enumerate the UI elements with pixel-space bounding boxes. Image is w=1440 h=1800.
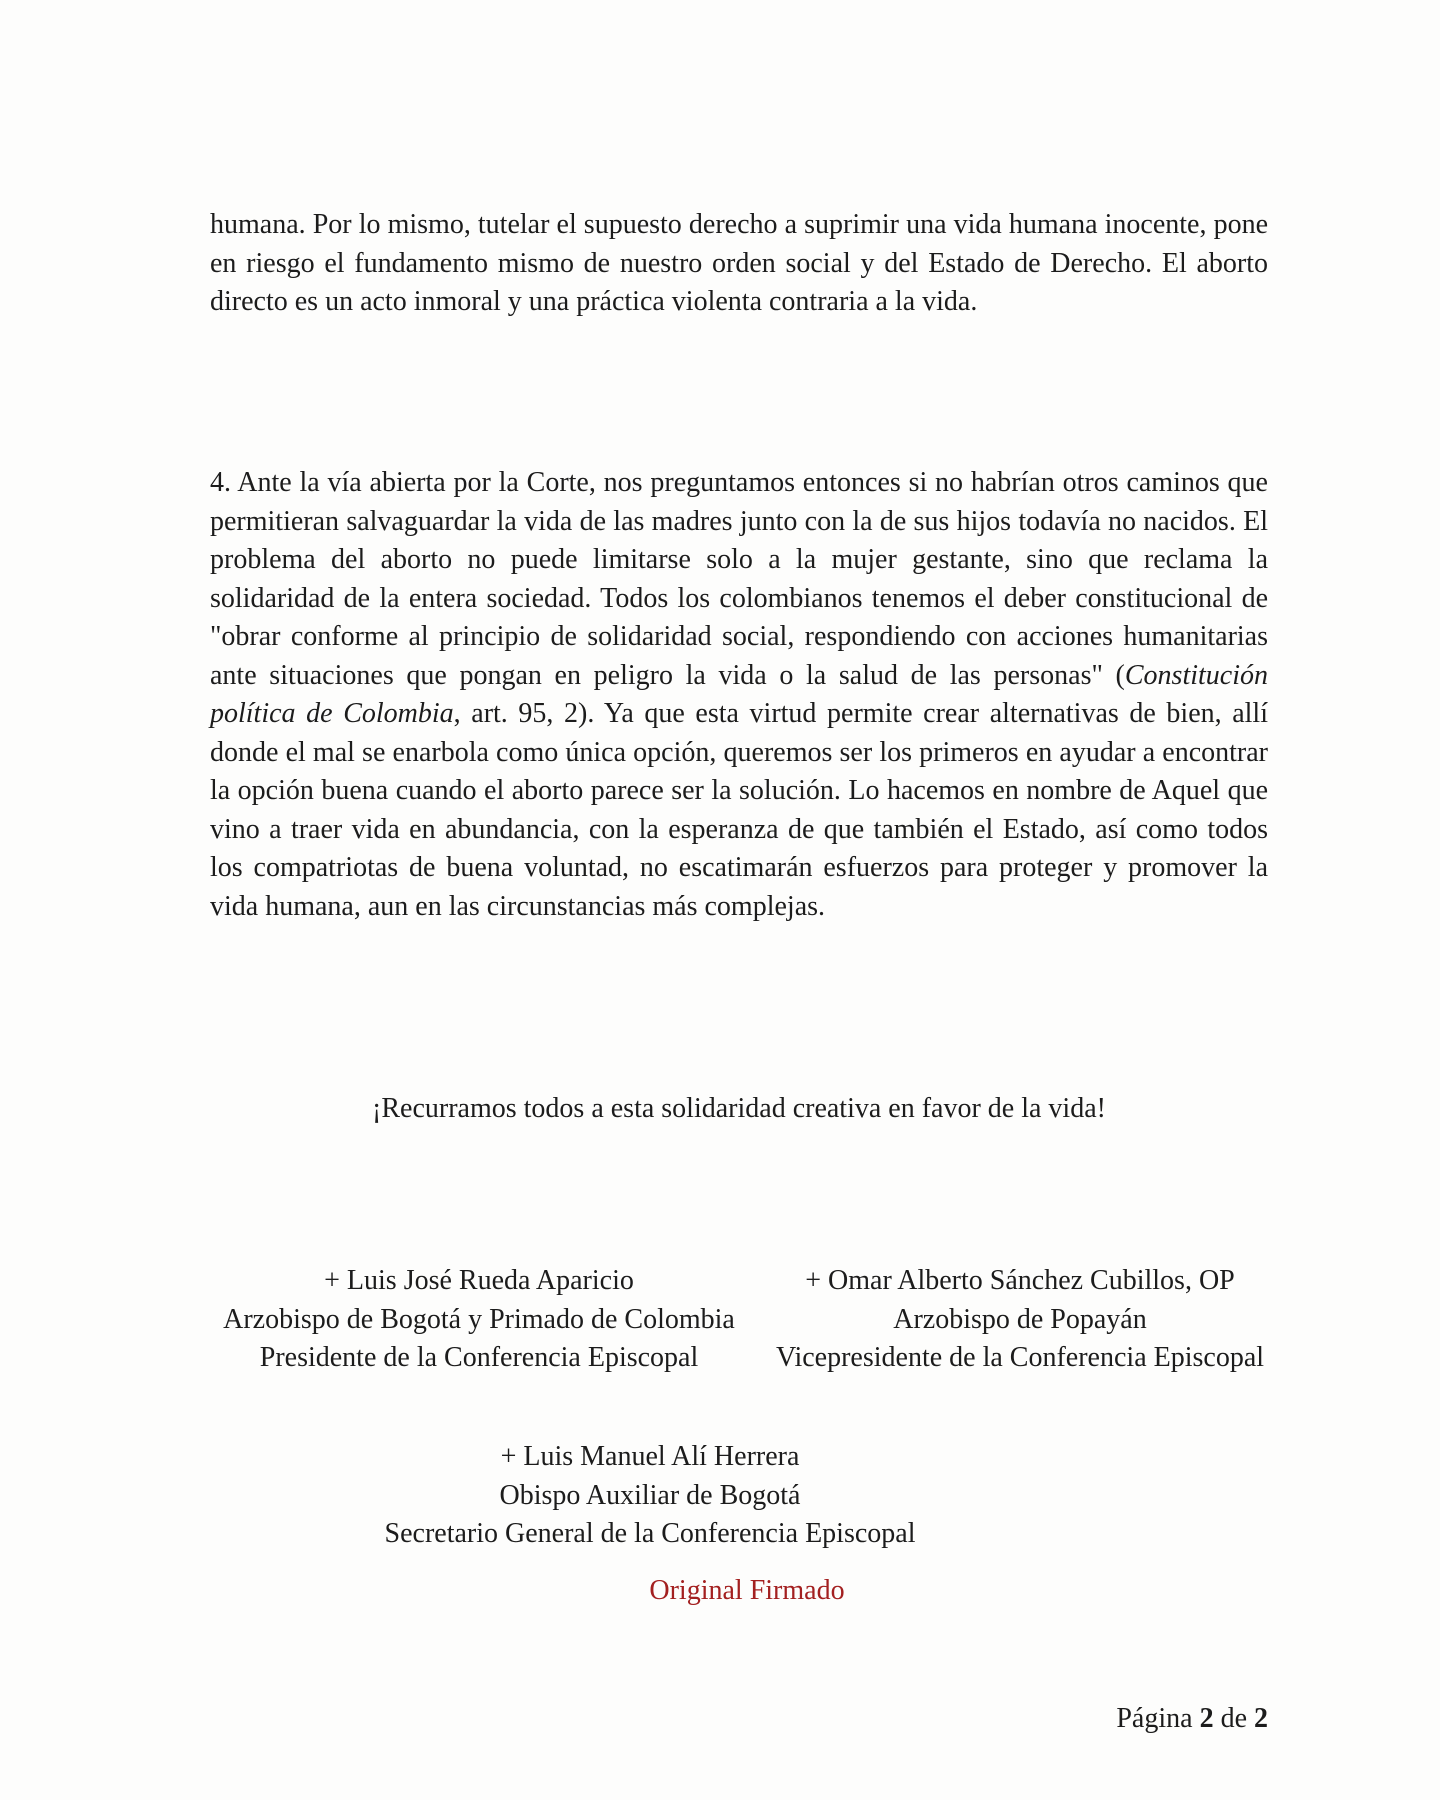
constitution-citation: Constitución política de Colombia [210,659,1268,729]
footer-total-pages: 2 [1254,1703,1268,1734]
signatory-title-1: Obispo Auxiliar de Bogotá [499,1479,801,1511]
paragraph-4-text-before-citation: 4. Ante la vía abierta por la Corte, nos preguntamos entonces si no habrían otros caminos que permitieran salvaguardar la vida de las madres junto con la de sus hijos todavía no nacidos. El problema del aborto no puede limitarse solo a la mujer gestante, sino que reclama la solidaridad de la entera sociedad. Todos los colombianos tenemos el deber constitucional de "obrar conforme al principio de solidaridad social, respondiendo con acciones humanitarias ante situaciones que pongan en peligro la vida o la salud de las personas" ( [210,467,1268,691]
footer-label: Página [1116,1703,1193,1734]
signatory-title-1: Arzobispo de Popayán [893,1303,1147,1335]
signatory-name: + Omar Alberto Sánchez Cubillos, OP [805,1265,1235,1296]
signatory-title-2: Presidente de la Conferencia Episcopal [259,1342,699,1373]
page-number-footer [210,1700,1268,1739]
signature-vicepresident [750,1262,1290,1378]
footer-separator: de [1220,1703,1247,1734]
signatory-name: + Luis José Rueda Aparicio [324,1265,634,1296]
paragraph-4-text-after-citation: , art. 95, 2). Ya que esta virtud permite crear alternativas de bien, allí donde el mal se enarbola como única opción, queremos ser los primeros en ayudar a encontrar la opción buena cuando el aborto parece ser la solución. Lo hacemos en nombre de Aquel que vino a traer vida en abundancia, con la esperanza de que también el Estado, así como todos los compatriotas de buena voluntad, no escatimarán esfuerzos para proteger y promover la vida humana, aun en las circunstancias más complejas. [210,698,1268,922]
closing-exclamation: ¡Recurramos todos a esta solidaridad creativa en favor de la vida! [372,1093,1106,1124]
paragraph-continuation: humana. Por lo mismo, tutelar el supuesto derecho a suprimir una vida humana inocente, pone en riesgo el fundamento mismo de nuestro orden social y del Estado de Derecho. El aborto directo es un acto inmoral y una práctica violenta contraria a la vida. [210,209,1268,317]
paragraph-4 [210,464,1268,926]
signatory-title-2: Secretario General de la Conferencia Episcopal [384,1518,916,1549]
signature-secretary-general [300,1438,1000,1554]
footer-current-page: 2 [1199,1703,1214,1734]
signatory-title-2: Vicepresidente de la Conferencia Episcopal [775,1342,1265,1373]
original-signed-note: Original Firmado [649,1575,845,1606]
signatory-name: + Luis Manuel Alí Herrera [500,1441,800,1472]
signatory-title-1: Arzobispo de Bogotá y Primado de Colombia [223,1303,735,1335]
signature-president [194,1262,764,1378]
